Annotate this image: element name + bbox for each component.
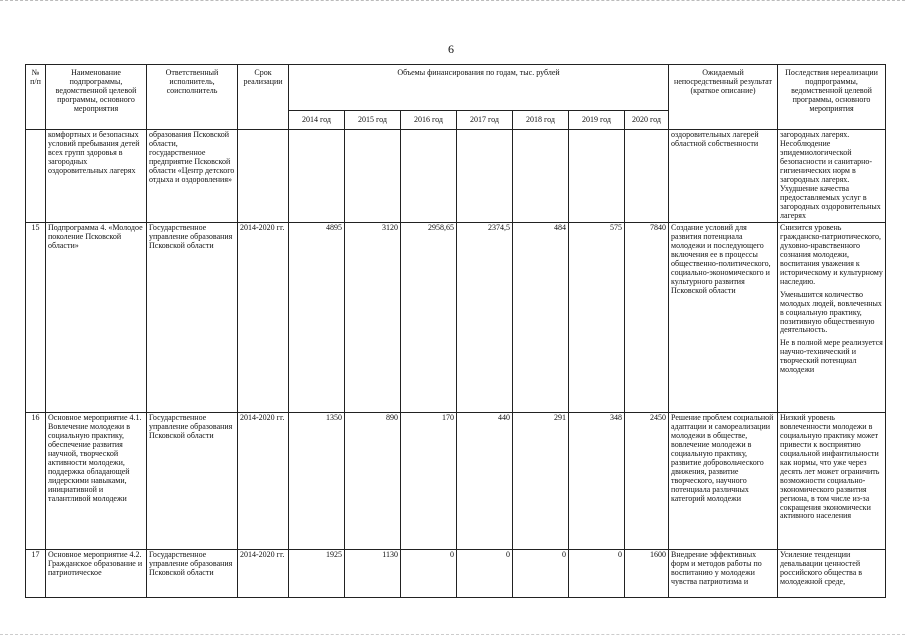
row-value: 0 bbox=[569, 550, 625, 598]
program-table bbox=[25, 64, 886, 598]
header-year: 2018 год bbox=[513, 111, 569, 130]
row-value: 3120 bbox=[345, 223, 401, 413]
row-consequences bbox=[778, 550, 886, 598]
row-value: 0 bbox=[457, 550, 513, 598]
row-value: 7840 bbox=[625, 223, 669, 413]
consequence-text: Не в полной мере реализуется научно-технический и творческий потенциал молодежи bbox=[780, 338, 883, 375]
header-year: 2019 год bbox=[569, 111, 625, 130]
header-row bbox=[26, 65, 886, 111]
consequence-text: Снизится уровень гражданско-патриотического, духовно-нравственного сознания молодежи, воспитания уважения к историческому и культурному наследию. bbox=[780, 223, 883, 286]
table-row bbox=[26, 550, 886, 598]
table-row bbox=[26, 223, 886, 413]
consequence-text: загородных лагерях. Несоблюдение эпидемиологической безопасности и санитарно-гигиенических норм в загородных лагерях. Ухудшение качества предоставляемых услуг в загородных оздоровительных лагерях bbox=[780, 130, 881, 220]
row-value: 291 bbox=[513, 413, 569, 550]
row-value: 2374,5 bbox=[457, 223, 513, 413]
row-executor: Государственное управление образования Псковской области bbox=[147, 413, 238, 550]
table-row bbox=[26, 413, 886, 550]
row-value bbox=[625, 130, 669, 223]
row-value: 348 bbox=[569, 413, 625, 550]
header-executor: Ответственный исполнитель, соисполнитель bbox=[147, 65, 238, 130]
row-expected: Внедрение эффективных форм и методов работы по воспитанию у молодежи чувства патриотизма и bbox=[669, 550, 778, 598]
row-expected: оздоровительных лагерей областной собственности bbox=[669, 130, 778, 223]
row-term bbox=[238, 130, 289, 223]
scan-edge-bottom bbox=[0, 634, 905, 638]
header-year: 2017 год bbox=[457, 111, 513, 130]
row-value: 484 bbox=[513, 223, 569, 413]
row-value: 890 bbox=[345, 413, 401, 550]
row-consequences bbox=[778, 223, 886, 413]
row-value: 0 bbox=[401, 550, 457, 598]
row-value bbox=[457, 130, 513, 223]
row-value bbox=[513, 130, 569, 223]
row-value: 2450 bbox=[625, 413, 669, 550]
row-value: 170 bbox=[401, 413, 457, 550]
page-number: 6 bbox=[448, 42, 454, 56]
row-executor: образования Псковской области, государственное предприятие Псковской области «Центр детского отдыха и оздоровления» bbox=[147, 130, 238, 223]
row-consequences bbox=[778, 413, 886, 550]
row-executor: Государственное управление образования Псковской области bbox=[147, 550, 238, 598]
header-year: 2014 год bbox=[289, 111, 345, 130]
scan-edge-top bbox=[0, 0, 905, 4]
row-consequences bbox=[778, 130, 886, 223]
header-term: Срок реализации bbox=[238, 65, 289, 130]
row-executor: Государственное управление образования Псковской области bbox=[147, 223, 238, 413]
consequence-text: Низкий уровень вовлеченности молодежи в социальную практику может привести к восприятию социальной инфантильности как нормы, что уже через десять лет может ограничить возможности социально-экономического развития региона, в том числе из-за сокращения экономически активного населения bbox=[780, 413, 880, 521]
row-num: 15 bbox=[26, 223, 46, 413]
row-name: Основное мероприятие 4.1. Вовлечение молодежи в социальную практику, обеспечение развития научной, творческой активности молодежи, поддержка обладающей лидерскими навыками, инициативной и талантливой молодежи bbox=[46, 413, 147, 550]
row-value: 440 bbox=[457, 413, 513, 550]
row-value bbox=[345, 130, 401, 223]
row-value: 1130 bbox=[345, 550, 401, 598]
table-row bbox=[26, 130, 886, 223]
header-consequences: Последствия нереализации подпрограммы, ведомственной целевой программы, основного мероприятия bbox=[778, 65, 886, 130]
row-value bbox=[569, 130, 625, 223]
row-value: 1350 bbox=[289, 413, 345, 550]
header-name: Наименование подпрограммы, ведомственной целевой программы, основного мероприятия bbox=[46, 65, 147, 130]
row-term: 2014-2020 гг. bbox=[238, 550, 289, 598]
consequence-text: Усиление тенденции девальвации ценностей российского общества в молодежной среде, bbox=[780, 550, 863, 586]
row-term: 2014-2020 гг. bbox=[238, 413, 289, 550]
header-financing: Объемы финансирования по годам, тыс. рублей bbox=[289, 65, 669, 111]
row-value: 2958,65 bbox=[401, 223, 457, 413]
row-value bbox=[401, 130, 457, 223]
row-expected: Создание условий для развития потенциала молодежи и последующего включения ее в процессы общественно-политического, социально-экономического и культурного развития Псковской области bbox=[669, 223, 778, 413]
row-num: 16 bbox=[26, 413, 46, 550]
row-name: Основное мероприятие 4.2. Гражданское образование и патриотическое bbox=[46, 550, 147, 598]
row-value: 4895 bbox=[289, 223, 345, 413]
row-value: 0 bbox=[513, 550, 569, 598]
row-name: Подпрограмма 4. «Молодое поколение Псковской области» bbox=[46, 223, 147, 413]
row-value: 1925 bbox=[289, 550, 345, 598]
row-num bbox=[26, 130, 46, 223]
row-expected: Решение проблем социальной адаптации и самореализации молодежи в обществе, вовлечение молодежи в социальную практику, развитие добровольческого движения, развитие творческого, научного потенциала различных категорий молодежи bbox=[669, 413, 778, 550]
row-num: 17 bbox=[26, 550, 46, 598]
header-num: № п/п bbox=[26, 65, 46, 130]
header-expected: Ожидаемый непосредственный результат (краткое описание) bbox=[669, 65, 778, 130]
row-value bbox=[289, 130, 345, 223]
row-value: 575 bbox=[569, 223, 625, 413]
header-year: 2020 год bbox=[625, 111, 669, 130]
header-year: 2015 год bbox=[345, 111, 401, 130]
row-value: 1600 bbox=[625, 550, 669, 598]
row-term: 2014-2020 гг. bbox=[238, 223, 289, 413]
consequence-text: Уменьшится количество молодых людей, вовлеченных в социальную практику, позитивную общественную деятельность. bbox=[780, 289, 882, 335]
header-year: 2016 год bbox=[401, 111, 457, 130]
row-name: комфортных и безопасных условий пребывания детей всех групп здоровья в загородных оздоровительных лагерях bbox=[46, 130, 147, 223]
